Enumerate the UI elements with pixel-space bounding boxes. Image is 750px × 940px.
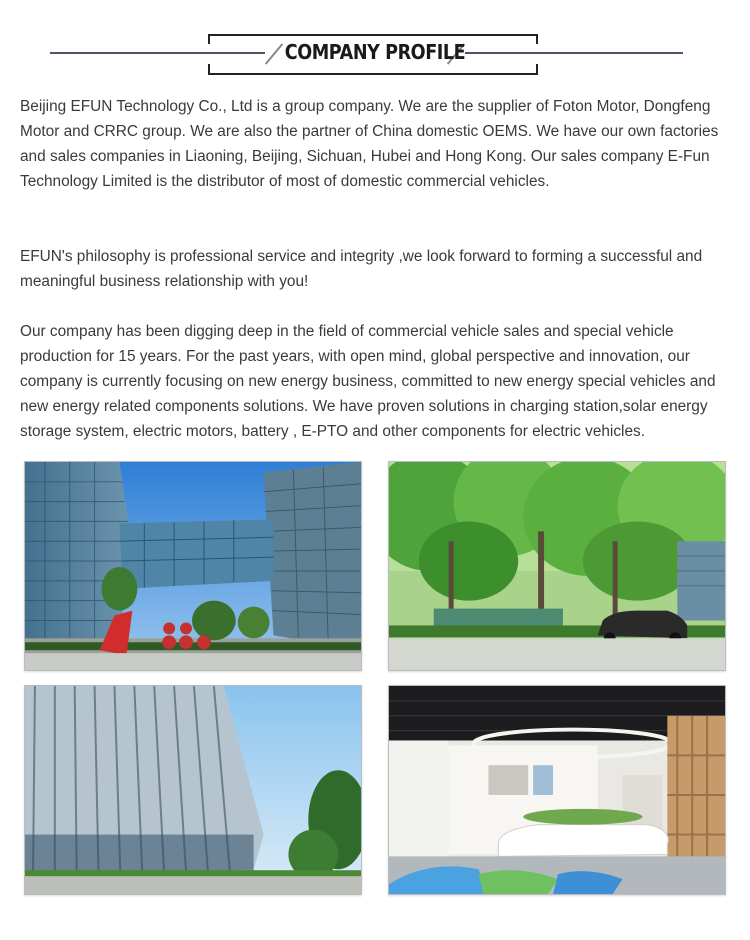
history-paragraph: Our company has been digging deep in the field of commercial vehicle sales and special vehicle production for 15 years. For the past years, with open mind, global perspective and innovation, our company is currently focusing on new energy business, committed to new energy special vehicles and new energy related components solutions. We have proven solutions in charging station,solar energy storage system, electric motors, battery , E-PTO and other components for electric vehicles.: [20, 323, 716, 440]
green-trees-sign-photo: [388, 461, 726, 671]
page-title: COMPANY PROFILE: [284, 40, 466, 64]
office-building-bridge-photo: [24, 461, 362, 671]
section-header: [0, 30, 750, 80]
philosophy-paragraph: EFUN's philosophy is professional service and integrity ,we look forward to forming a successful and meaningful business relationship with you!: [20, 248, 703, 290]
reception-lobby-photo: [388, 685, 726, 895]
intro-paragraph: Beijing EFUN Technology Co., Ltd is a group company. We are the supplier of Foton Motor, Dongfeng Motor and CRRC group. We are also the partner of China domestic OEMS. We have our own factories and sales companies in Liaoning, Beijing, Sichuan, Hubei and Hong Kong. Our sales company E-Fun Technology Limited is the distributor of most of domestic commercial vehicles.: [20, 98, 719, 190]
glass-facade-building-photo: [24, 685, 362, 895]
header-bracket-bottom: [208, 64, 538, 75]
